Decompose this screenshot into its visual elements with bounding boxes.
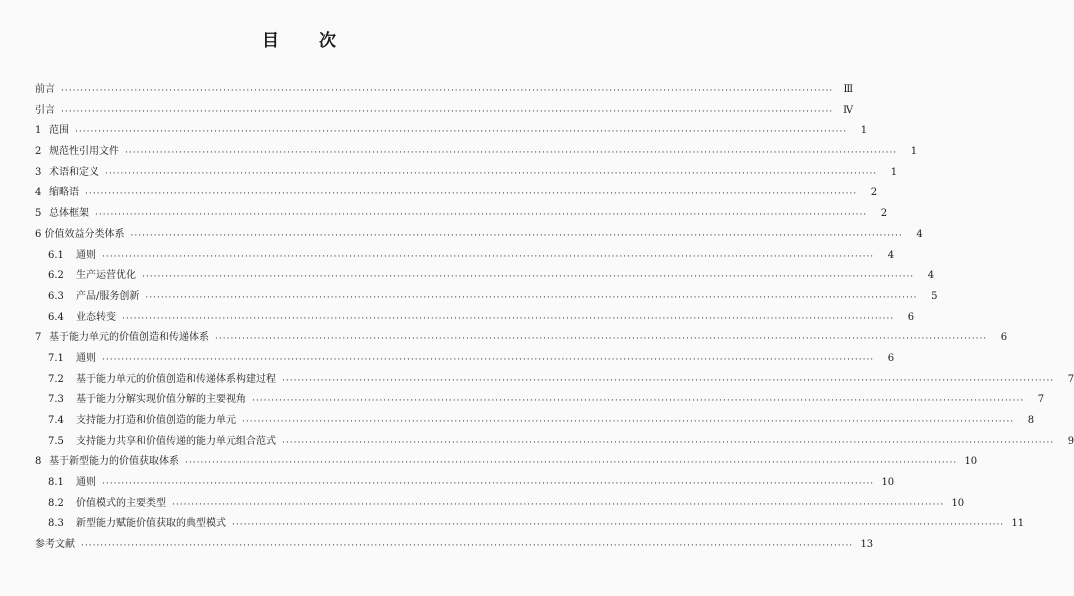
- toc-entry-number: 8.1: [48, 477, 64, 489]
- toc-entry-number: 6.2: [48, 270, 64, 282]
- dot-leader: ········································································································································································································: [102, 354, 875, 365]
- toc-entry[interactable]: [35, 225, 923, 246]
- toc-entry[interactable]: [35, 266, 935, 287]
- toc-entry-number: 3: [35, 166, 42, 178]
- toc-entry-title: 规范性引用文件: [49, 146, 119, 158]
- toc-entry-number: 7.3: [48, 394, 64, 406]
- toc-entry-title: 通则: [76, 249, 96, 261]
- dot-leader: ········································································································································································································: [172, 499, 945, 510]
- toc-entry-number: 7.2: [48, 373, 64, 385]
- toc-entry-number: 2: [35, 146, 42, 158]
- toc-entry[interactable]: [35, 163, 898, 184]
- toc-entry-page: 2: [870, 187, 878, 199]
- dot-leader: ········································································································································································································: [282, 375, 1055, 386]
- toc-entry-title: 前言: [35, 84, 55, 95]
- toc-entry[interactable]: [35, 204, 888, 225]
- toc-entry-page: 13: [860, 539, 874, 551]
- toc-entry[interactable]: [35, 514, 1025, 535]
- dot-leader: ········································································································································································································: [185, 458, 958, 469]
- toc-entry[interactable]: [35, 80, 854, 101]
- toc-entry-page: Ⅲ: [843, 84, 854, 95]
- toc-entry-page: 4: [887, 249, 895, 261]
- toc-entry-title: 基于能力单元的价值创造和传递体系构建过程: [76, 373, 276, 385]
- toc-entry-page: 1: [910, 146, 918, 158]
- dot-leader: ········································································································································································································: [242, 417, 1015, 427]
- toc-entry-number: 8: [35, 456, 42, 468]
- dot-leader: ········································································································································································································: [122, 313, 895, 324]
- toc-entry-title: 生产运营优化: [76, 270, 136, 282]
- toc-entry-title: 业态转变: [76, 311, 116, 323]
- toc-title-right: 次: [319, 31, 338, 51]
- toc-entry-number: 4: [35, 187, 42, 199]
- dot-leader: ········································································································································································································: [61, 106, 834, 117]
- toc-entry-number: 5: [35, 208, 42, 220]
- toc-entry-page: 2: [880, 208, 888, 220]
- toc-entry-page: 9: [1067, 435, 1074, 447]
- toc-entry-page: 5: [931, 290, 938, 302]
- toc-entry[interactable]: [35, 287, 938, 308]
- toc-entry-title: 支持能力共享和价值传递的能力单元组合范式: [76, 435, 276, 447]
- toc-entry-page: 7: [1037, 394, 1045, 406]
- toc-entry-page: 1: [860, 125, 868, 137]
- toc-entry[interactable]: [35, 328, 1008, 349]
- toc-entry[interactable]: [35, 370, 1074, 391]
- toc-entry-page: 10: [964, 456, 978, 468]
- toc-entry[interactable]: [35, 452, 978, 473]
- toc-entry[interactable]: [35, 432, 1074, 453]
- dot-leader: ········································································································································································································: [61, 86, 834, 96]
- dot-leader: ········································································································································································································: [102, 479, 875, 490]
- toc-entry-number: 7.4: [48, 415, 64, 426]
- toc-entry[interactable]: [35, 390, 1045, 411]
- toc-entry-page: 8: [1027, 415, 1035, 426]
- toc-entry-title: 支持能力打造和价值创造的能力单元: [76, 415, 236, 426]
- toc-entry-title: 价值模式的主要类型: [76, 497, 166, 509]
- toc-title-left: 目: [262, 31, 281, 51]
- toc-entry[interactable]: [35, 494, 965, 515]
- toc-entry[interactable]: [35, 246, 895, 267]
- toc-entry-page: 1: [890, 166, 898, 178]
- toc-entry-title: 基于能力分解实现价值分解的主要视角: [76, 394, 246, 406]
- toc-entry-title: 范围: [49, 125, 69, 137]
- toc-entry[interactable]: [35, 308, 915, 329]
- toc-entry-page: 10: [951, 497, 965, 509]
- toc-entry-number: 8.3: [48, 518, 64, 530]
- toc-entry-title: 基于新型能力的价值获取体系: [49, 456, 179, 468]
- toc-entry-title: 产品/服务创新: [76, 290, 140, 302]
- dot-leader: ········································································································································································································: [102, 251, 875, 262]
- dot-leader: ········································································································································································································: [105, 168, 878, 179]
- toc-entry-number: 6.1: [48, 249, 64, 261]
- toc-entry-title: 总体框架: [49, 208, 89, 220]
- toc-entry-page: 6: [907, 311, 915, 323]
- dot-leader: ········································································································································································································: [130, 230, 903, 241]
- toc-entry-title: 术语和定义: [49, 166, 99, 178]
- toc-entry-page: 6: [887, 352, 895, 364]
- toc-entry-page: 4: [916, 228, 923, 240]
- toc-title: [0, 26, 600, 51]
- dot-leader: ········································································································································································································: [282, 437, 1055, 448]
- toc-entry-title: 缩略语: [49, 187, 79, 199]
- toc-entry-number: 8.2: [48, 497, 64, 509]
- toc-entry-number: 7.1: [48, 352, 64, 364]
- toc-entry-title: 6 价值效益分类体系: [35, 228, 125, 240]
- toc-entry[interactable]: [35, 349, 895, 370]
- toc-entry-number: 7.5: [48, 435, 64, 447]
- dot-leader: ········································································································································································································: [252, 396, 1025, 407]
- toc-entry-title: 新型能力赋能价值获取的典型模式: [76, 518, 226, 530]
- toc-entry-number: 6.3: [48, 290, 64, 302]
- toc-entry-number: 7: [35, 332, 42, 344]
- dot-leader: ········································································································································································································: [215, 334, 988, 345]
- dot-leader: ········································································································································································································: [142, 272, 915, 283]
- dot-leader: ········································································································································································································: [81, 541, 854, 552]
- toc-entry-page: 11: [1011, 518, 1025, 530]
- toc-entry[interactable]: [35, 411, 1035, 432]
- dot-leader: ········································································································································································································: [125, 148, 898, 159]
- toc-entry[interactable]: [35, 121, 868, 142]
- toc-entry-page: 7: [1067, 373, 1074, 385]
- dot-leader: ········································································································································································································: [75, 127, 848, 138]
- toc-entry-page: Ⅳ: [843, 104, 854, 116]
- toc-entry[interactable]: [35, 101, 854, 122]
- toc-entry-title: 基于能力单元的价值创造和传递体系: [49, 332, 209, 344]
- toc-entry-title: 引言: [35, 104, 55, 116]
- toc-entry-page: 10: [881, 477, 895, 489]
- toc-entry-number: 6.4: [48, 311, 64, 323]
- toc-entry[interactable]: [35, 183, 878, 204]
- toc-entry-number: 1: [35, 125, 42, 137]
- toc-entry[interactable]: [35, 142, 918, 163]
- toc-entry-title: 通则: [76, 352, 96, 364]
- toc-entry-title: 通则: [76, 477, 96, 489]
- toc-entry[interactable]: [35, 473, 895, 494]
- toc-entry-page: 6: [1000, 332, 1008, 344]
- table-of-contents: [35, 80, 1074, 556]
- dot-leader: ········································································································································································································: [85, 189, 858, 200]
- toc-entry-page: 4: [927, 270, 935, 282]
- dot-leader: ········································································································································································································: [145, 292, 918, 303]
- dot-leader: ········································································································································································································: [232, 520, 1005, 531]
- dot-leader: ········································································································································································································: [95, 210, 868, 221]
- toc-entry-title: 参考文献: [35, 539, 75, 551]
- toc-entry[interactable]: [35, 535, 874, 556]
